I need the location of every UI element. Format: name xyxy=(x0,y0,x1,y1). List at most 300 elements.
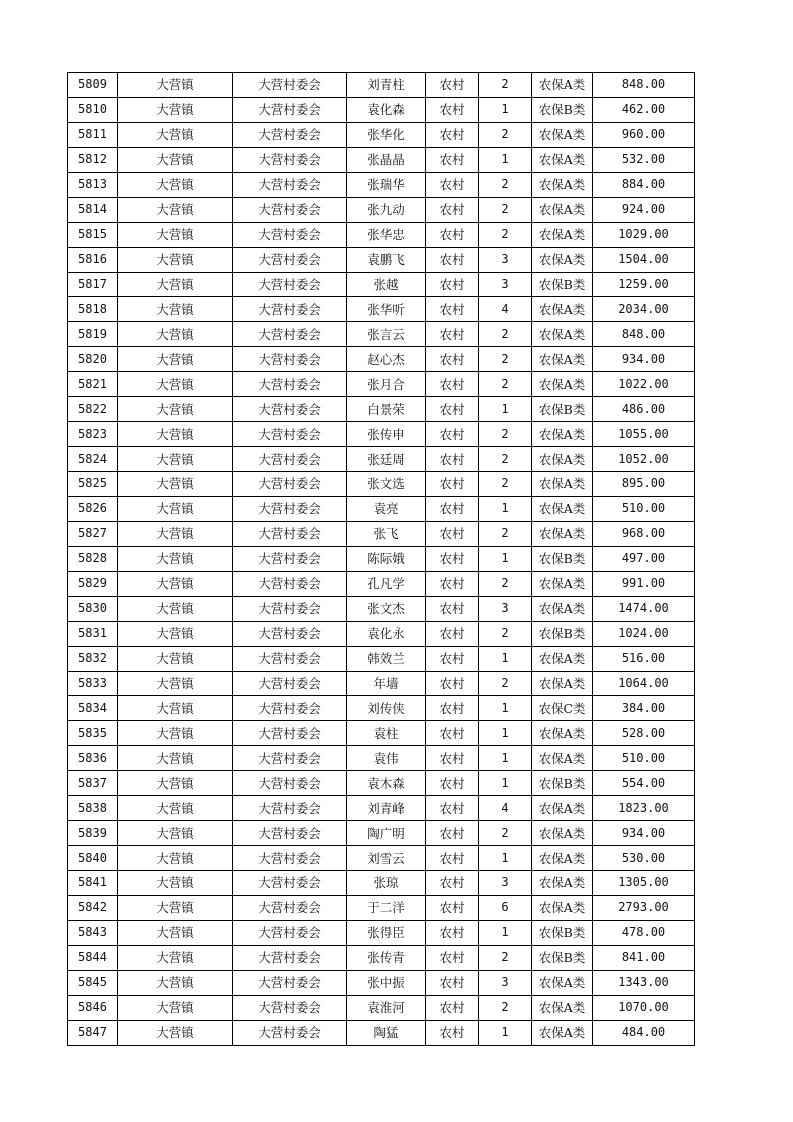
household-type-cell: 农村 xyxy=(426,721,479,746)
household-size-cell: 2 xyxy=(479,122,532,147)
town-cell: 大营镇 xyxy=(118,122,233,147)
table-row xyxy=(68,372,695,397)
table-row xyxy=(68,821,695,846)
village-committee-cell: 大营村委会 xyxy=(233,920,347,945)
town-cell: 大营镇 xyxy=(118,846,233,871)
insurance-category-cell: 农保A类 xyxy=(532,995,593,1020)
person-name-cell: 张瑞华 xyxy=(347,172,426,197)
row-number-cell: 5840 xyxy=(68,846,118,871)
household-size-cell: 1 xyxy=(479,397,532,422)
household-size-cell: 1 xyxy=(479,771,532,796)
village-committee-cell: 大营村委会 xyxy=(233,397,347,422)
town-cell: 大营镇 xyxy=(118,222,233,247)
village-committee-cell: 大营村委会 xyxy=(233,147,347,172)
table-row xyxy=(68,621,695,646)
household-type-cell: 农村 xyxy=(426,920,479,945)
household-type-cell: 农村 xyxy=(426,147,479,172)
amount-cell: 934.00 xyxy=(593,347,695,372)
household-size-cell: 2 xyxy=(479,172,532,197)
household-type-cell: 农村 xyxy=(426,821,479,846)
row-number-cell: 5825 xyxy=(68,472,118,497)
household-type-cell: 农村 xyxy=(426,646,479,671)
row-number-cell: 5846 xyxy=(68,995,118,1020)
table-row xyxy=(68,172,695,197)
village-committee-cell: 大营村委会 xyxy=(233,172,347,197)
person-name-cell: 陈际娥 xyxy=(347,546,426,571)
village-committee-cell: 大营村委会 xyxy=(233,895,347,920)
person-name-cell: 刘青峰 xyxy=(347,796,426,821)
person-name-cell: 张琼 xyxy=(347,871,426,896)
town-cell: 大营镇 xyxy=(118,621,233,646)
table-row xyxy=(68,397,695,422)
village-committee-cell: 大营村委会 xyxy=(233,671,347,696)
insurance-category-cell: 农保A类 xyxy=(532,496,593,521)
row-number-cell: 5822 xyxy=(68,397,118,422)
amount-cell: 991.00 xyxy=(593,571,695,596)
village-committee-cell: 大营村委会 xyxy=(233,97,347,122)
village-committee-cell: 大营村委会 xyxy=(233,821,347,846)
insurance-category-cell: 农保B类 xyxy=(532,397,593,422)
row-number-cell: 5826 xyxy=(68,496,118,521)
row-number-cell: 5838 xyxy=(68,796,118,821)
row-number-cell: 5834 xyxy=(68,696,118,721)
insurance-category-cell: 农保A类 xyxy=(532,871,593,896)
amount-cell: 530.00 xyxy=(593,846,695,871)
village-committee-cell: 大营村委会 xyxy=(233,696,347,721)
row-number-cell: 5810 xyxy=(68,97,118,122)
amount-cell: 1504.00 xyxy=(593,247,695,272)
table-row xyxy=(68,97,695,122)
household-size-cell: 2 xyxy=(479,621,532,646)
amount-cell: 1022.00 xyxy=(593,372,695,397)
household-type-cell: 农村 xyxy=(426,197,479,222)
household-type-cell: 农村 xyxy=(426,247,479,272)
town-cell: 大营镇 xyxy=(118,821,233,846)
household-type-cell: 农村 xyxy=(426,97,479,122)
town-cell: 大营镇 xyxy=(118,746,233,771)
row-number-cell: 5839 xyxy=(68,821,118,846)
household-size-cell: 3 xyxy=(479,272,532,297)
amount-cell: 1343.00 xyxy=(593,970,695,995)
table-row xyxy=(68,1020,695,1045)
village-committee-cell: 大营村委会 xyxy=(233,995,347,1020)
household-type-cell: 农村 xyxy=(426,422,479,447)
table-row xyxy=(68,721,695,746)
insurance-category-cell: 农保A类 xyxy=(532,73,593,98)
village-committee-cell: 大营村委会 xyxy=(233,945,347,970)
amount-cell: 497.00 xyxy=(593,546,695,571)
household-size-cell: 2 xyxy=(479,447,532,472)
town-cell: 大营镇 xyxy=(118,796,233,821)
household-type-cell: 农村 xyxy=(426,472,479,497)
village-committee-cell: 大营村委会 xyxy=(233,596,347,621)
person-name-cell: 张传申 xyxy=(347,422,426,447)
amount-cell: 848.00 xyxy=(593,322,695,347)
row-number-cell: 5816 xyxy=(68,247,118,272)
table-row xyxy=(68,546,695,571)
household-size-cell: 2 xyxy=(479,472,532,497)
table-row xyxy=(68,122,695,147)
household-size-cell: 1 xyxy=(479,646,532,671)
insurance-category-cell: 农保A类 xyxy=(532,521,593,546)
table-row xyxy=(68,895,695,920)
village-committee-cell: 大营村委会 xyxy=(233,621,347,646)
person-name-cell: 袁化森 xyxy=(347,97,426,122)
person-name-cell: 袁木森 xyxy=(347,771,426,796)
village-committee-cell: 大营村委会 xyxy=(233,322,347,347)
person-name-cell: 刘传侠 xyxy=(347,696,426,721)
town-cell: 大营镇 xyxy=(118,97,233,122)
household-size-cell: 1 xyxy=(479,147,532,172)
household-type-cell: 农村 xyxy=(426,895,479,920)
village-committee-cell: 大营村委会 xyxy=(233,521,347,546)
table-row xyxy=(68,646,695,671)
village-committee-cell: 大营村委会 xyxy=(233,746,347,771)
amount-cell: 1070.00 xyxy=(593,995,695,1020)
household-type-cell: 农村 xyxy=(426,447,479,472)
person-name-cell: 刘雪云 xyxy=(347,846,426,871)
amount-cell: 884.00 xyxy=(593,172,695,197)
subsidy-table xyxy=(67,72,695,1046)
village-committee-cell: 大营村委会 xyxy=(233,222,347,247)
household-size-cell: 2 xyxy=(479,197,532,222)
insurance-category-cell: 农保A类 xyxy=(532,447,593,472)
person-name-cell: 袁亮 xyxy=(347,496,426,521)
household-size-cell: 4 xyxy=(479,796,532,821)
person-name-cell: 于二洋 xyxy=(347,895,426,920)
village-committee-cell: 大营村委会 xyxy=(233,496,347,521)
household-type-cell: 农村 xyxy=(426,297,479,322)
insurance-category-cell: 农保A类 xyxy=(532,970,593,995)
household-size-cell: 3 xyxy=(479,247,532,272)
person-name-cell: 张得臣 xyxy=(347,920,426,945)
table-row xyxy=(68,771,695,796)
village-committee-cell: 大营村委会 xyxy=(233,122,347,147)
person-name-cell: 张九动 xyxy=(347,197,426,222)
town-cell: 大营镇 xyxy=(118,671,233,696)
table-row xyxy=(68,920,695,945)
village-committee-cell: 大营村委会 xyxy=(233,721,347,746)
household-type-cell: 农村 xyxy=(426,496,479,521)
person-name-cell: 袁化永 xyxy=(347,621,426,646)
town-cell: 大营镇 xyxy=(118,322,233,347)
household-size-cell: 1 xyxy=(479,1020,532,1045)
village-committee-cell: 大营村委会 xyxy=(233,347,347,372)
insurance-category-cell: 农保A类 xyxy=(532,821,593,846)
village-committee-cell: 大营村委会 xyxy=(233,447,347,472)
row-number-cell: 5827 xyxy=(68,521,118,546)
row-number-cell: 5845 xyxy=(68,970,118,995)
insurance-category-cell: 农保A类 xyxy=(532,222,593,247)
amount-cell: 1055.00 xyxy=(593,422,695,447)
insurance-category-cell: 农保A类 xyxy=(532,347,593,372)
household-type-cell: 农村 xyxy=(426,546,479,571)
insurance-category-cell: 农保A类 xyxy=(532,322,593,347)
household-size-cell: 1 xyxy=(479,846,532,871)
amount-cell: 895.00 xyxy=(593,472,695,497)
village-committee-cell: 大营村委会 xyxy=(233,272,347,297)
table-row xyxy=(68,147,695,172)
village-committee-cell: 大营村委会 xyxy=(233,771,347,796)
household-size-cell: 2 xyxy=(479,322,532,347)
amount-cell: 510.00 xyxy=(593,496,695,521)
household-size-cell: 2 xyxy=(479,671,532,696)
row-number-cell: 5818 xyxy=(68,297,118,322)
table-row xyxy=(68,272,695,297)
insurance-category-cell: 农保B类 xyxy=(532,621,593,646)
amount-cell: 1029.00 xyxy=(593,222,695,247)
table-row xyxy=(68,571,695,596)
town-cell: 大营镇 xyxy=(118,995,233,1020)
town-cell: 大营镇 xyxy=(118,771,233,796)
table-body xyxy=(68,73,695,1046)
household-size-cell: 1 xyxy=(479,496,532,521)
table-row xyxy=(68,671,695,696)
insurance-category-cell: 农保A类 xyxy=(532,721,593,746)
household-size-cell: 1 xyxy=(479,546,532,571)
insurance-category-cell: 农保B类 xyxy=(532,272,593,297)
amount-cell: 384.00 xyxy=(593,696,695,721)
insurance-category-cell: 农保A类 xyxy=(532,895,593,920)
village-committee-cell: 大营村委会 xyxy=(233,372,347,397)
person-name-cell: 张月合 xyxy=(347,372,426,397)
household-type-cell: 农村 xyxy=(426,596,479,621)
row-number-cell: 5837 xyxy=(68,771,118,796)
row-number-cell: 5813 xyxy=(68,172,118,197)
table-row xyxy=(68,472,695,497)
household-type-cell: 农村 xyxy=(426,372,479,397)
household-type-cell: 农村 xyxy=(426,746,479,771)
table-row xyxy=(68,796,695,821)
household-type-cell: 农村 xyxy=(426,272,479,297)
village-committee-cell: 大营村委会 xyxy=(233,1020,347,1045)
household-type-cell: 农村 xyxy=(426,621,479,646)
household-size-cell: 1 xyxy=(479,97,532,122)
person-name-cell: 陶广明 xyxy=(347,821,426,846)
household-size-cell: 1 xyxy=(479,746,532,771)
household-size-cell: 2 xyxy=(479,571,532,596)
village-committee-cell: 大营村委会 xyxy=(233,73,347,98)
row-number-cell: 5819 xyxy=(68,322,118,347)
town-cell: 大营镇 xyxy=(118,172,233,197)
person-name-cell: 张文杰 xyxy=(347,596,426,621)
amount-cell: 848.00 xyxy=(593,73,695,98)
person-name-cell: 张越 xyxy=(347,272,426,297)
person-name-cell: 张廷周 xyxy=(347,447,426,472)
insurance-category-cell: 农保A类 xyxy=(532,1020,593,1045)
insurance-category-cell: 农保A类 xyxy=(532,571,593,596)
amount-cell: 2793.00 xyxy=(593,895,695,920)
table-row xyxy=(68,871,695,896)
table-row xyxy=(68,496,695,521)
table-row xyxy=(68,73,695,98)
household-type-cell: 农村 xyxy=(426,73,479,98)
household-size-cell: 1 xyxy=(479,721,532,746)
insurance-category-cell: 农保A类 xyxy=(532,372,593,397)
person-name-cell: 张华化 xyxy=(347,122,426,147)
person-name-cell: 赵心杰 xyxy=(347,347,426,372)
town-cell: 大营镇 xyxy=(118,347,233,372)
amount-cell: 486.00 xyxy=(593,397,695,422)
household-type-cell: 农村 xyxy=(426,571,479,596)
row-number-cell: 5841 xyxy=(68,871,118,896)
person-name-cell: 张晶晶 xyxy=(347,147,426,172)
village-committee-cell: 大营村委会 xyxy=(233,197,347,222)
town-cell: 大营镇 xyxy=(118,147,233,172)
table-row xyxy=(68,247,695,272)
town-cell: 大营镇 xyxy=(118,247,233,272)
household-size-cell: 3 xyxy=(479,871,532,896)
person-name-cell: 袁伟 xyxy=(347,746,426,771)
amount-cell: 960.00 xyxy=(593,122,695,147)
person-name-cell: 刘青柱 xyxy=(347,73,426,98)
insurance-category-cell: 农保A类 xyxy=(532,846,593,871)
table-row xyxy=(68,995,695,1020)
person-name-cell: 张言云 xyxy=(347,322,426,347)
household-size-cell: 2 xyxy=(479,73,532,98)
row-number-cell: 5811 xyxy=(68,122,118,147)
village-committee-cell: 大营村委会 xyxy=(233,646,347,671)
town-cell: 大营镇 xyxy=(118,472,233,497)
household-size-cell: 2 xyxy=(479,995,532,1020)
household-type-cell: 农村 xyxy=(426,970,479,995)
town-cell: 大营镇 xyxy=(118,696,233,721)
town-cell: 大营镇 xyxy=(118,970,233,995)
town-cell: 大营镇 xyxy=(118,1020,233,1045)
household-size-cell: 1 xyxy=(479,696,532,721)
town-cell: 大营镇 xyxy=(118,422,233,447)
amount-cell: 462.00 xyxy=(593,97,695,122)
town-cell: 大营镇 xyxy=(118,521,233,546)
amount-cell: 1823.00 xyxy=(593,796,695,821)
row-number-cell: 5836 xyxy=(68,746,118,771)
insurance-category-cell: 农保B类 xyxy=(532,920,593,945)
household-type-cell: 农村 xyxy=(426,397,479,422)
insurance-category-cell: 农保A类 xyxy=(532,596,593,621)
table-row xyxy=(68,970,695,995)
household-type-cell: 农村 xyxy=(426,222,479,247)
amount-cell: 2034.00 xyxy=(593,297,695,322)
household-size-cell: 1 xyxy=(479,920,532,945)
insurance-category-cell: 农保B类 xyxy=(532,771,593,796)
village-committee-cell: 大营村委会 xyxy=(233,970,347,995)
household-type-cell: 农村 xyxy=(426,1020,479,1045)
table-row xyxy=(68,746,695,771)
household-size-cell: 3 xyxy=(479,970,532,995)
row-number-cell: 5842 xyxy=(68,895,118,920)
insurance-category-cell: 农保C类 xyxy=(532,696,593,721)
row-number-cell: 5817 xyxy=(68,272,118,297)
amount-cell: 1259.00 xyxy=(593,272,695,297)
amount-cell: 516.00 xyxy=(593,646,695,671)
row-number-cell: 5809 xyxy=(68,73,118,98)
table-row xyxy=(68,521,695,546)
town-cell: 大营镇 xyxy=(118,297,233,322)
insurance-category-cell: 农保A类 xyxy=(532,197,593,222)
insurance-category-cell: 农保A类 xyxy=(532,247,593,272)
household-type-cell: 农村 xyxy=(426,521,479,546)
town-cell: 大营镇 xyxy=(118,197,233,222)
table-row xyxy=(68,447,695,472)
insurance-category-cell: 农保B类 xyxy=(532,546,593,571)
village-committee-cell: 大营村委会 xyxy=(233,571,347,596)
town-cell: 大营镇 xyxy=(118,596,233,621)
household-type-cell: 农村 xyxy=(426,122,479,147)
amount-cell: 1474.00 xyxy=(593,596,695,621)
person-name-cell: 袁柱 xyxy=(347,721,426,746)
row-number-cell: 5832 xyxy=(68,646,118,671)
person-name-cell: 陶猛 xyxy=(347,1020,426,1045)
amount-cell: 484.00 xyxy=(593,1020,695,1045)
household-size-cell: 4 xyxy=(479,297,532,322)
table-row xyxy=(68,696,695,721)
table-row xyxy=(68,347,695,372)
village-committee-cell: 大营村委会 xyxy=(233,796,347,821)
household-size-cell: 2 xyxy=(479,521,532,546)
row-number-cell: 5812 xyxy=(68,147,118,172)
household-size-cell: 2 xyxy=(479,372,532,397)
household-size-cell: 3 xyxy=(479,596,532,621)
amount-cell: 924.00 xyxy=(593,197,695,222)
household-type-cell: 农村 xyxy=(426,871,479,896)
household-type-cell: 农村 xyxy=(426,945,479,970)
table-row xyxy=(68,945,695,970)
insurance-category-cell: 农保A类 xyxy=(532,122,593,147)
amount-cell: 1024.00 xyxy=(593,621,695,646)
amount-cell: 554.00 xyxy=(593,771,695,796)
table-row xyxy=(68,297,695,322)
town-cell: 大营镇 xyxy=(118,73,233,98)
insurance-category-cell: 农保B类 xyxy=(532,945,593,970)
person-name-cell: 韩效兰 xyxy=(347,646,426,671)
household-size-cell: 2 xyxy=(479,821,532,846)
amount-cell: 1052.00 xyxy=(593,447,695,472)
town-cell: 大营镇 xyxy=(118,546,233,571)
row-number-cell: 5815 xyxy=(68,222,118,247)
town-cell: 大营镇 xyxy=(118,646,233,671)
person-name-cell: 袁鹏飞 xyxy=(347,247,426,272)
town-cell: 大营镇 xyxy=(118,447,233,472)
town-cell: 大营镇 xyxy=(118,397,233,422)
amount-cell: 1305.00 xyxy=(593,871,695,896)
insurance-category-cell: 农保A类 xyxy=(532,472,593,497)
town-cell: 大营镇 xyxy=(118,721,233,746)
insurance-category-cell: 农保A类 xyxy=(532,671,593,696)
household-type-cell: 农村 xyxy=(426,696,479,721)
town-cell: 大营镇 xyxy=(118,895,233,920)
table-row xyxy=(68,197,695,222)
town-cell: 大营镇 xyxy=(118,920,233,945)
town-cell: 大营镇 xyxy=(118,871,233,896)
insurance-category-cell: 农保A类 xyxy=(532,147,593,172)
row-number-cell: 5824 xyxy=(68,447,118,472)
household-type-cell: 农村 xyxy=(426,846,479,871)
household-type-cell: 农村 xyxy=(426,796,479,821)
town-cell: 大营镇 xyxy=(118,571,233,596)
person-name-cell: 张中振 xyxy=(347,970,426,995)
insurance-category-cell: 农保A类 xyxy=(532,796,593,821)
table-row xyxy=(68,596,695,621)
person-name-cell: 张华忠 xyxy=(347,222,426,247)
amount-cell: 528.00 xyxy=(593,721,695,746)
amount-cell: 1064.00 xyxy=(593,671,695,696)
row-number-cell: 5843 xyxy=(68,920,118,945)
insurance-category-cell: 农保B类 xyxy=(532,97,593,122)
person-name-cell: 张传青 xyxy=(347,945,426,970)
household-type-cell: 农村 xyxy=(426,771,479,796)
insurance-category-cell: 农保A类 xyxy=(532,646,593,671)
town-cell: 大营镇 xyxy=(118,372,233,397)
